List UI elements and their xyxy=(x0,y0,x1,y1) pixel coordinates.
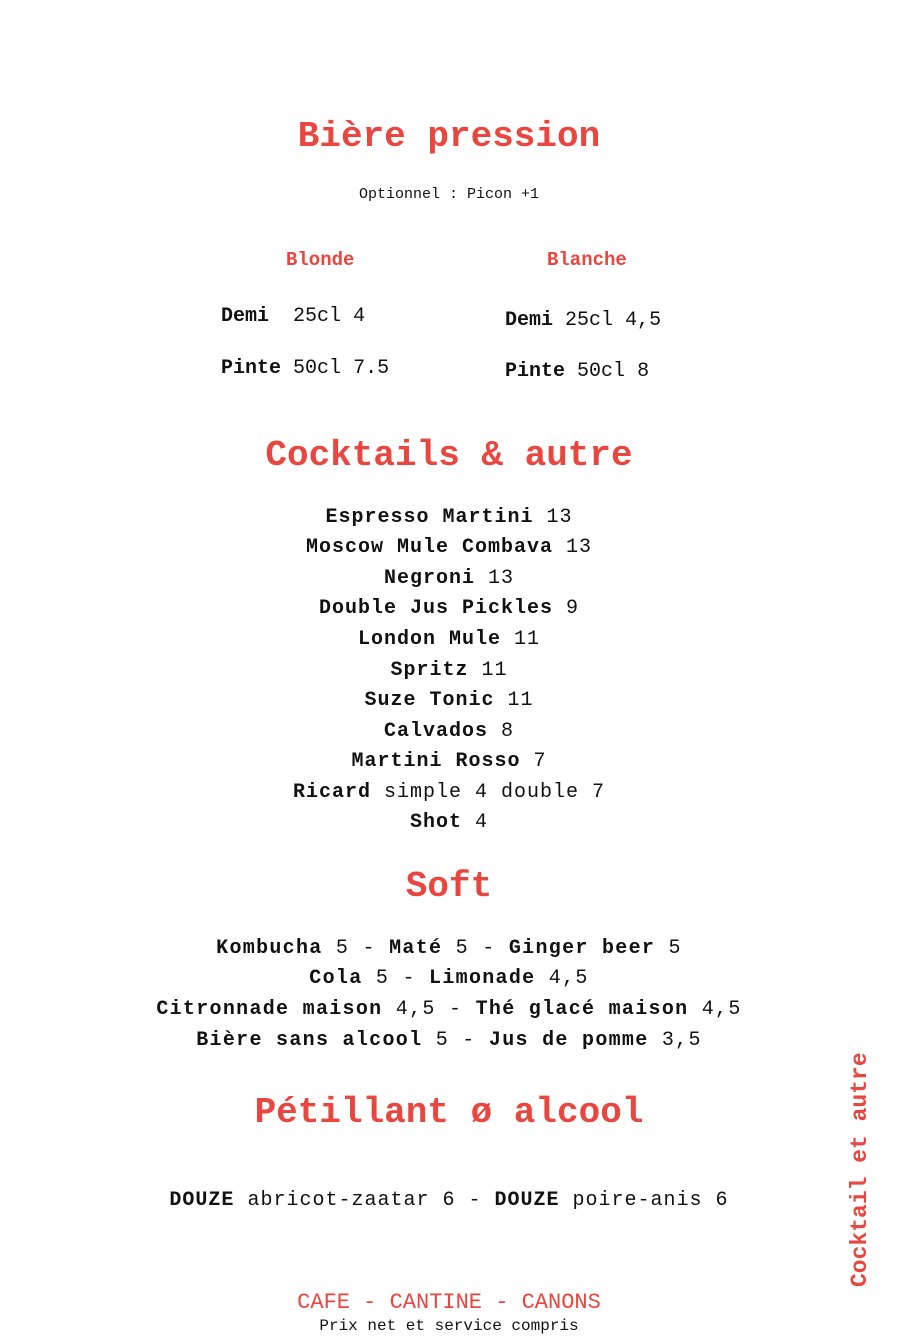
petillant-section-title: Pétillant ø alcool xyxy=(254,1092,644,1133)
beer-volume: 50cl xyxy=(577,360,626,383)
soft-line: Bière sans alcool 5 - Jus de pomme 3,5 xyxy=(196,1029,702,1049)
beer-price: 4 xyxy=(353,305,366,328)
cocktail-item: Shot 4 xyxy=(409,811,489,834)
footer-tagline: CAFE - CANTINE - CANONS xyxy=(297,1290,601,1315)
beer-section-title: Bière pression xyxy=(297,116,601,157)
beer-row xyxy=(505,309,661,332)
beer-size: Pinte xyxy=(505,360,566,383)
beer-size: Demi xyxy=(505,309,554,332)
beer-price: 4,5 xyxy=(625,309,662,332)
soft-line: Kombucha 5 - Maté 5 - Ginger beer 5 xyxy=(216,937,682,960)
beer-column-blonde: Blonde xyxy=(286,249,355,271)
cocktail-item: London Mule 11 xyxy=(357,628,541,651)
beer-volume: 25cl xyxy=(565,309,614,332)
beer-column-blanche: Blanche xyxy=(547,249,627,271)
petillant-line: DOUZE abricot-zaatar 6 - DOUZE poire-anis 6 xyxy=(169,1189,729,1212)
cocktail-item: Suze Tonic 11 xyxy=(364,689,534,712)
beer-volume: 50cl xyxy=(293,357,342,380)
cocktail-item: Ricard simple 4 double 7 xyxy=(292,781,606,804)
cocktails-section-title: Cocktails & autre xyxy=(265,435,633,476)
cocktail-item: Espresso Martini 13 xyxy=(325,506,573,529)
beer-price: 7.5 xyxy=(353,357,390,380)
cocktail-item: Calvados 8 xyxy=(383,720,515,743)
cocktail-item: Moscow Mule Combava 13 xyxy=(305,536,593,559)
beer-size: Demi xyxy=(221,305,270,328)
side-label-text: Cocktail et autre xyxy=(847,1052,873,1287)
side-label xyxy=(840,1025,880,1287)
soft-line: Cola 5 - Limonade 4,5 xyxy=(309,967,589,990)
cocktail-item: Negroni 13 xyxy=(383,567,515,590)
beer-price: 8 xyxy=(637,360,650,383)
beer-option-note: Optionnel : Picon +1 xyxy=(358,186,540,203)
soft-line: Citronnade maison 4,5 - Thé glacé maison 4,5 xyxy=(156,998,742,1021)
beer-size: Pinte xyxy=(221,357,282,380)
beer-row xyxy=(505,360,649,383)
cocktail-item: Double Jus Pickles 9 xyxy=(318,597,580,620)
cocktail-item: Spritz 11 xyxy=(390,659,508,682)
beer-row xyxy=(221,305,365,328)
cocktail-item: Martini Rosso 7 xyxy=(351,750,547,773)
soft-section-title: Soft xyxy=(405,866,493,907)
beer-row xyxy=(221,357,389,380)
footer-note: Prix net et service compris xyxy=(319,1317,579,1335)
beer-volume: 25cl xyxy=(293,305,342,328)
